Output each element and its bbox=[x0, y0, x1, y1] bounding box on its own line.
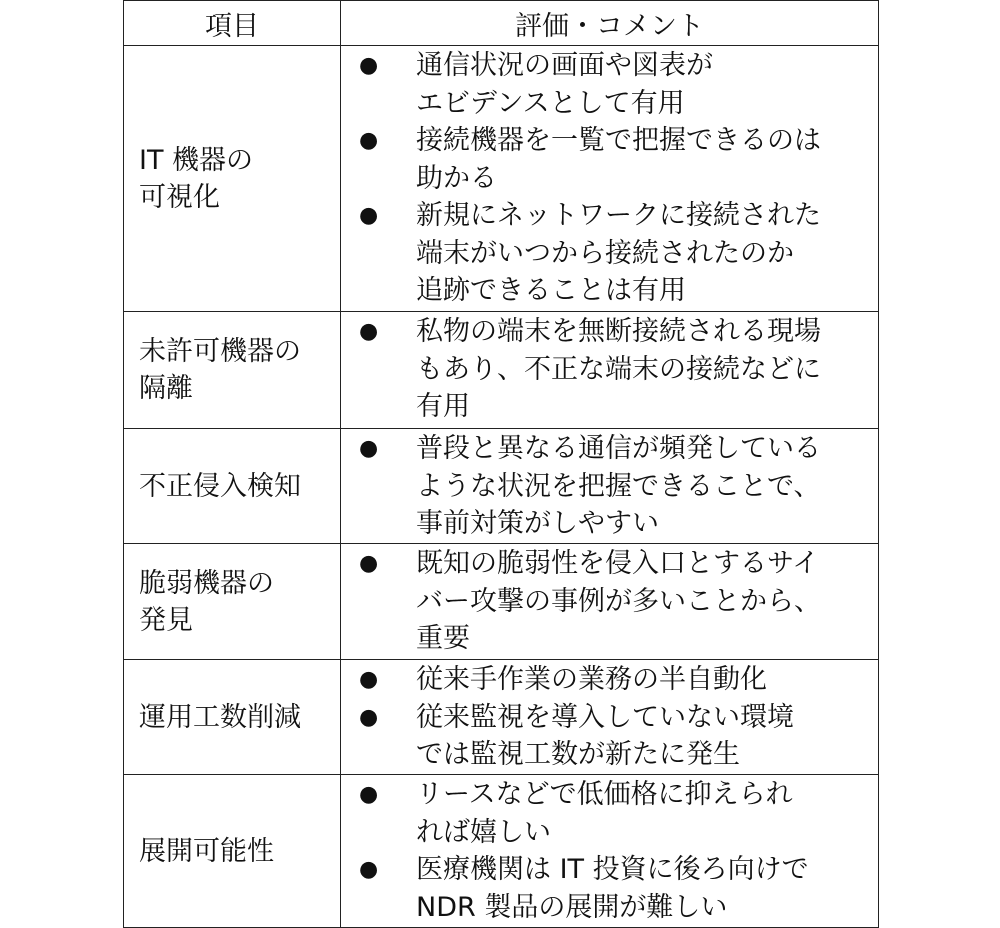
comment-item bbox=[341, 47, 878, 122]
item-cell bbox=[124, 46, 341, 312]
comment-text-line: 助かる bbox=[416, 162, 497, 194]
comment-text-line: 有用 bbox=[416, 391, 470, 422]
item-cell bbox=[124, 775, 341, 928]
comment-text-line: ような状況を把握できることで、 bbox=[416, 470, 821, 502]
comment-text-line: 新規にネットワークに接続された bbox=[416, 200, 821, 231]
comment-list bbox=[341, 430, 878, 543]
table-row bbox=[124, 429, 879, 544]
item-label-line: IT 機器の bbox=[139, 144, 254, 176]
comment-item bbox=[341, 430, 878, 543]
comment-text-line: 既知の脆弱性を侵入口とするサイ bbox=[416, 548, 820, 579]
table-row bbox=[124, 312, 879, 429]
comment-item bbox=[341, 122, 878, 197]
item-cell bbox=[124, 312, 341, 429]
item-label-line: 運用工数削減 bbox=[139, 701, 301, 733]
bullet-icon: ● bbox=[359, 203, 379, 228]
bullet-icon: ● bbox=[359, 551, 379, 576]
item-cell bbox=[124, 660, 341, 775]
comment-list bbox=[341, 661, 878, 774]
bullet-icon: ● bbox=[359, 436, 379, 461]
comment-item bbox=[341, 313, 878, 426]
comment-text-line: もあり、不正な端末の接続などに bbox=[416, 353, 821, 385]
item-label-line: 未許可機器の bbox=[139, 336, 301, 367]
bullet-icon: ● bbox=[359, 128, 379, 153]
comment-text-line: では監視工数が新たに発生 bbox=[416, 739, 740, 770]
comment-item bbox=[341, 661, 878, 699]
bullet-icon: ● bbox=[359, 704, 379, 730]
comment-cell bbox=[341, 775, 879, 928]
header-item: 項目 bbox=[124, 1, 341, 46]
table-row bbox=[124, 775, 879, 928]
comment-text-line: 普段と異なる通信が頻発している bbox=[416, 433, 821, 464]
bullet-icon: ● bbox=[359, 667, 379, 692]
comment-cell bbox=[341, 46, 879, 312]
evaluation-table bbox=[123, 0, 879, 928]
comment-text-line: エビデンスとして有用 bbox=[416, 87, 685, 119]
comment-text-line: 医療機関は IT 投資に後ろ向けで bbox=[416, 854, 809, 885]
comment-cell bbox=[341, 544, 879, 660]
comment-text-line: 従来手作業の業務の半自動化 bbox=[416, 664, 767, 695]
comment-text-line: れば嬉しい bbox=[416, 816, 551, 848]
header-row bbox=[124, 1, 879, 46]
comment-text-line: 追跡できることは有用 bbox=[416, 275, 686, 306]
table-row bbox=[124, 660, 879, 775]
comment-cell bbox=[341, 312, 879, 429]
comment-list bbox=[341, 545, 878, 658]
item-label-line: 発見 bbox=[139, 604, 193, 636]
comment-text-line: 接続機器を一覧で把握できるのは bbox=[416, 125, 821, 156]
item-label-line: 可視化 bbox=[139, 181, 220, 213]
item-label-line: 不正侵入検知 bbox=[139, 470, 301, 502]
comment-list bbox=[341, 313, 878, 426]
bullet-icon: ● bbox=[359, 857, 379, 882]
comment-item bbox=[341, 197, 878, 310]
comment-cell bbox=[341, 660, 879, 775]
item-cell bbox=[124, 544, 341, 660]
comment-cell bbox=[341, 429, 879, 544]
item-label-line: 展開可能性 bbox=[139, 835, 274, 867]
comment-text-line: 私物の端末を無断接続される現場 bbox=[416, 316, 821, 347]
table-row bbox=[124, 46, 879, 312]
comment-text-line: NDR 製品の展開が難しい bbox=[416, 891, 728, 923]
bullet-icon: ● bbox=[359, 319, 379, 344]
bullet-icon: ● bbox=[359, 53, 379, 78]
comment-text-line: リースなどで低価格に抑えられ bbox=[416, 779, 793, 810]
item-label-line: 脆弱機器の bbox=[139, 567, 274, 599]
comment-text-line: 重要 bbox=[416, 623, 470, 654]
comment-text-line: 事前対策がしやすい bbox=[416, 508, 659, 539]
comment-item bbox=[341, 699, 878, 774]
comment-list bbox=[341, 47, 878, 310]
item-cell bbox=[124, 429, 341, 544]
header-comment: 評価・コメント bbox=[341, 1, 879, 46]
comment-item bbox=[341, 776, 878, 851]
bullet-icon: ● bbox=[359, 782, 379, 807]
comment-list bbox=[341, 776, 878, 926]
comment-item bbox=[341, 851, 878, 926]
table-row bbox=[124, 544, 879, 660]
comment-item bbox=[341, 545, 878, 658]
item-label-line: 隔離 bbox=[139, 373, 193, 404]
comment-text-line: 従来監視を導入していない環境 bbox=[416, 701, 794, 733]
table-body bbox=[124, 46, 879, 928]
comment-text-line: 端末がいつから接続されたのか bbox=[416, 237, 794, 269]
comment-text-line: 通信状況の画面や図表が bbox=[416, 50, 713, 81]
comment-text-line: バー攻撃の事例が多いことから、 bbox=[416, 585, 821, 617]
